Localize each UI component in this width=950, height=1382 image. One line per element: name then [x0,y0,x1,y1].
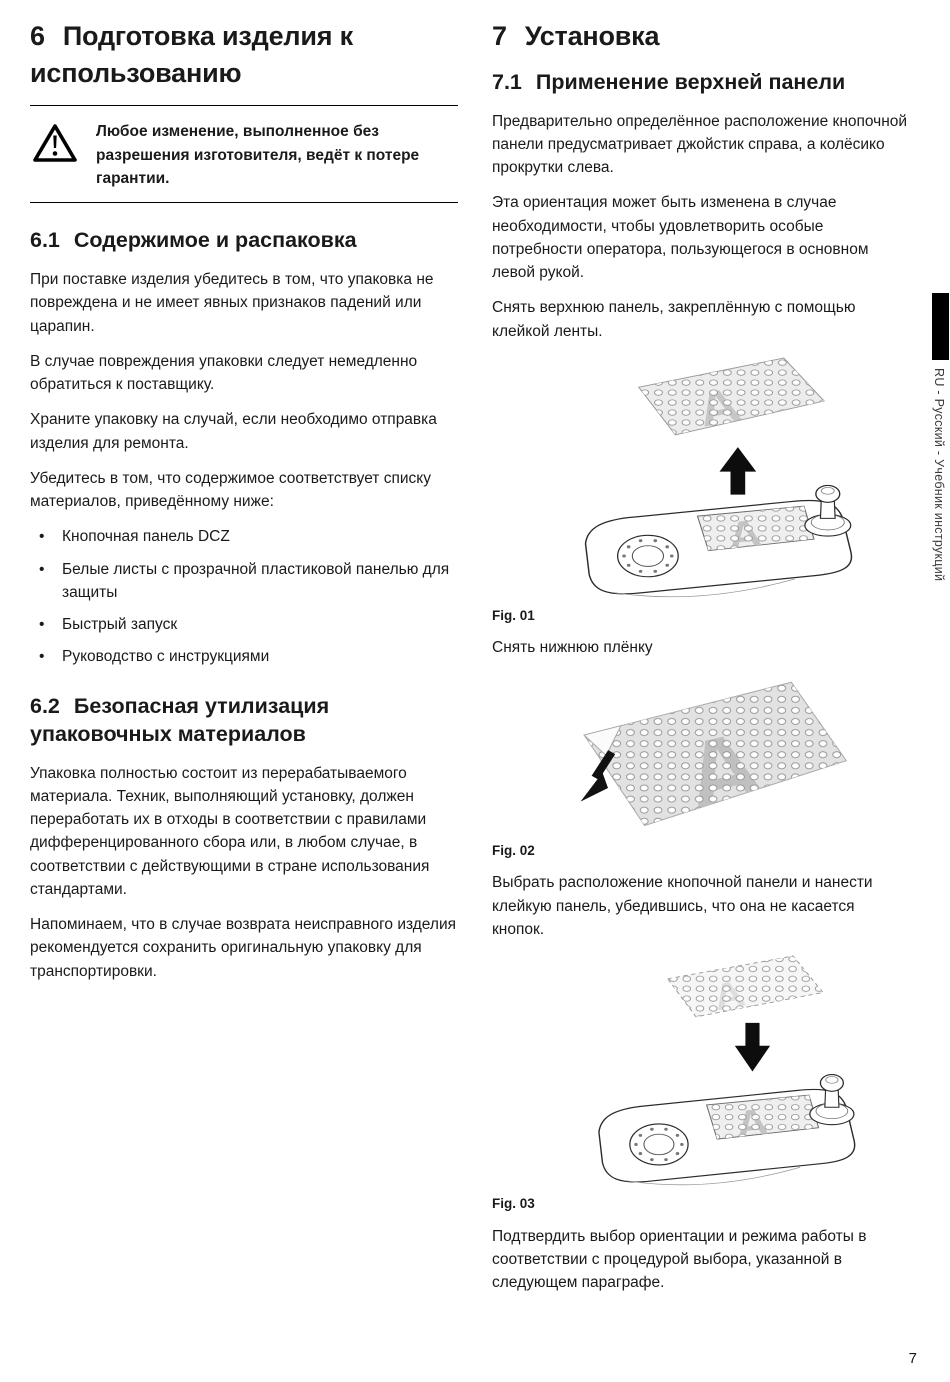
section-7-number: 7 [492,21,507,51]
section-6-1-heading [30,227,458,255]
section-6-2-number: 6.2 [30,693,60,718]
arrow-up-icon [720,447,757,495]
section-6-2-title: Безопасная утилизация упаковочных материалов [30,693,330,746]
paragraph: Подтвердить выбор ориентации и режима работы в соответствии с процедурой выбора, указанной в следующем параграфе. [492,1227,867,1292]
section-7-1-number: 7.1 [492,69,522,94]
section-6-1-title: Содержимое и распаковка [73,228,357,253]
contents-list [30,525,458,668]
keyboard-console-illustration [586,485,852,596]
side-tab [930,293,950,581]
left-column [30,18,458,995]
fig-02-illustration [542,672,872,834]
section-6-1-number: 6.1 [30,228,60,253]
side-tab-marker [932,293,949,360]
page-number: 7 [908,1350,917,1367]
figure-01 [558,355,908,599]
side-tab-label: RU - Русский - Учебник инструкций [932,368,946,582]
warning-text: Любое изменение, выполненное без разрешения изготовителя, ведёт к потере гарантии. [96,123,420,187]
list-item: • Быстрый запуск [30,613,458,636]
paragraph: Храните упаковку на случай, если необходимо отправка изделия для ремонта. [30,411,437,452]
paragraph: Выбрать расположение кнопочной панели и нанести клейкую панель, убедившись, что она не касается кнопок. [492,874,873,938]
figure-03 [576,953,908,1187]
keyboard-console-illustration [599,1075,855,1185]
warning-box [30,105,458,203]
warning-icon [32,120,80,190]
arrow-down-icon [735,1023,770,1072]
fig-01-illustration [558,355,870,599]
list-item: • Белые листы с прозрачной пластиковой панелью для защиты [30,558,458,605]
paragraph: В случае повреждения упаковки следует немедленно обратиться к поставщику. [30,352,418,394]
list-item: • Руководство с инструкциями [30,645,458,668]
figure-03-caption: Fig. 03 [492,1196,535,1211]
figure-02 [542,672,908,834]
paragraph: Эта ориентация может быть изменена в случае необходимости, чтобы удовлетворить особые потребности оператора, пользующегося в основном левой рукой. [492,194,869,282]
section-6-title: Подготовка изделия к использованию [30,21,353,88]
adhesive-panel-illustration [668,956,823,1018]
section-7-1-heading [492,69,908,97]
paragraph: Предварительно определённое расположение кнопочной панели предусматривает джойстик справа, а колёсико прокрутки слева. [492,112,908,177]
section-6-heading [30,18,458,91]
section-7-1-title: Применение верхней панели [535,69,846,94]
paragraph: Напоминаем, что в случае возврата неисправного изделия рекомендуется сохранить оригинальную упаковку для транспортировки. [30,916,456,980]
paragraph: Убедитесь в том, что содержимое соответствует списку материалов, приведённому ниже: [30,469,431,511]
paragraph: При поставке изделия убедитесь в том, что упаковка не повреждена и не имеет явных признаков падений или царапин. [30,271,434,335]
section-6-number: 6 [30,21,45,51]
section-6-2-heading [30,693,458,749]
arrow-down-left-icon [581,752,612,801]
section-7-title: Установка [524,21,660,51]
top-panel-illustration [639,358,824,437]
right-column [492,18,908,1306]
section-7-heading [492,18,908,55]
paragraph: Снять нижнюю плёнку [492,639,653,657]
paragraph: Снять верхнюю панель, закреплённую с помощью клейкой ленты. [492,299,856,340]
fig-03-illustration [576,953,876,1187]
list-item: • Кнопочная панель DCZ [30,525,458,548]
figure-02-caption: Fig. 02 [492,842,535,858]
paragraph: Упаковка полностью состоит из перерабатываемого материала. Техник, выполняющий установку, должен переработать их в отходы в соответствии с правилами дифференцированного сбора или, в любом случае, в соответствии с действующими в стране использования стандартами. [30,764,430,898]
figure-01-caption: Fig. 01 [492,607,535,623]
